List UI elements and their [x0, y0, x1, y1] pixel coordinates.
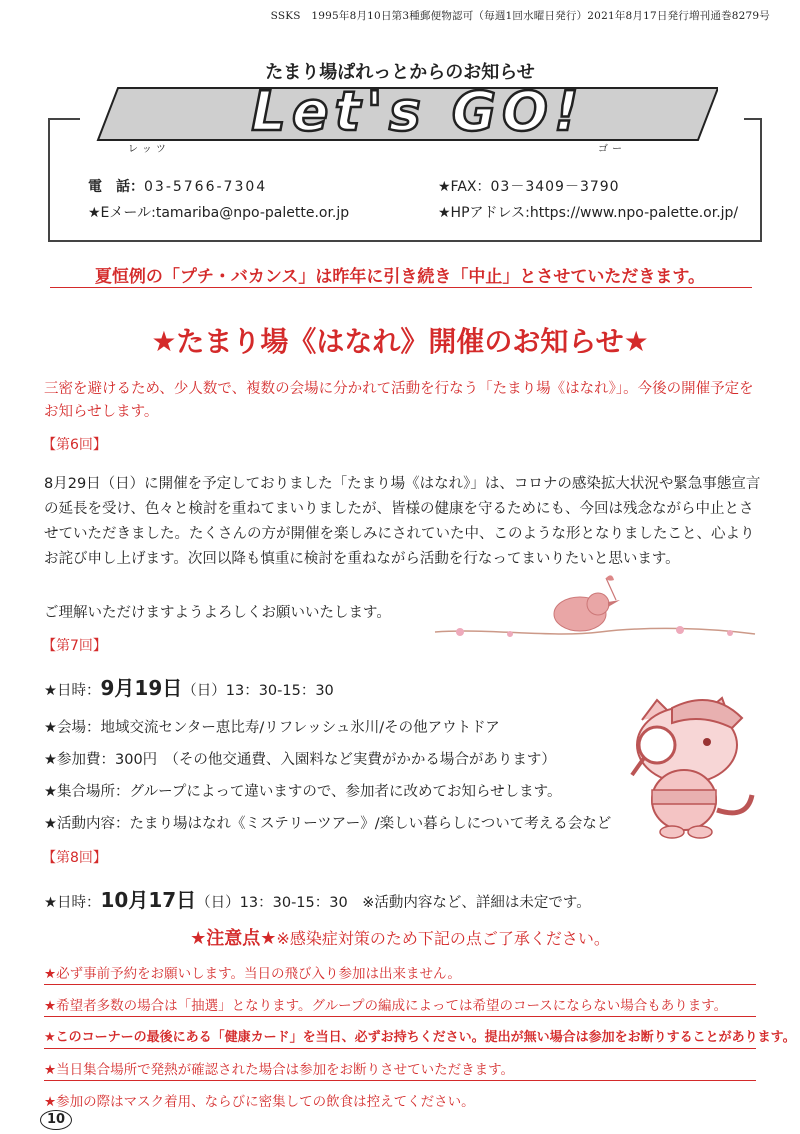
contact-box: [48, 118, 762, 242]
session8-date-rest: （日）13：30-15：30 ※活動内容など、詳細は未定です。: [196, 895, 591, 911]
phone-number: 03-5766-7304: [144, 179, 268, 195]
hp-row: [438, 202, 738, 222]
fax-number: 03－3409－3790: [490, 179, 620, 195]
phone-label: 電 話：: [88, 179, 144, 195]
session6-label: 【第6回】: [42, 437, 107, 453]
session7-meeting: ★集合場所：グループによって違いますので、参加者に改めてお知らせします。: [44, 784, 562, 800]
hp-label: ★HPアドレス:: [438, 205, 530, 221]
intro-text: 三密を避けるため、少人数で、複数の会場に分かれて活動を行なう「たまり場《はなれ》」。今後の開催予定をお知らせします。: [44, 381, 754, 420]
caution-item: ★希望者多数の場合は「抽選」となります。グループの編成によっては希望のコースにならない場合もあります。: [44, 998, 728, 1014]
caution-title-star: ★注意点★: [190, 928, 277, 949]
session6-closing: ご理解いただけますようよろしくお願いいたします。: [44, 605, 391, 621]
cancellation-notice: 夏恒例の「プチ・バカンス」は昨年に引き続き「中止」とさせていただきます。: [94, 267, 706, 287]
caution-item: ★このコーナーの最後にある「健康カード」を当日、必ずお持ちください。提出が無い場合は参加をお断りすることがあります。: [44, 1030, 796, 1045]
logo-reading-left: レッツ: [128, 144, 170, 155]
phone-row: [88, 176, 267, 196]
page-number: 10: [40, 1110, 72, 1130]
caution-divider: [44, 1080, 756, 1081]
logo-text: Let's GO!: [251, 80, 585, 143]
newsletter-subtitle: たまり場ぱれっとからのお知らせ: [265, 62, 535, 83]
hp-url[interactable]: https://www.npo-palette.or.jp/: [529, 205, 739, 221]
event-title: ★たまり場《はなれ》開催のお知らせ★: [151, 325, 649, 358]
caution-title-rest: ※感染症対策のため下記の点ご了承ください。: [276, 929, 610, 948]
caution-item: ★必ず事前予約をお願いします。当日の飛び入り参加は出来ません。: [44, 966, 461, 982]
caution-item: ★参加の際はマスク着用、ならびに密集しての飲食は控えてください。: [44, 1094, 475, 1110]
notice-underline: [50, 287, 752, 288]
session7-activity: ★活動内容：たまり場はなれ《ミステリーツアー》/楽しい暮らしについて考える会など: [44, 816, 612, 832]
email-address[interactable]: tamariba@npo-palette.or.jp: [155, 205, 350, 221]
session7-fee: ★参加費：300円 （その他交通費、入園料など実費がかかる場合があります）: [44, 752, 556, 768]
caution-title: [0, 924, 800, 950]
session8-date-main: 10月17日: [100, 888, 197, 912]
session8-date-label: ★日時：: [44, 895, 101, 911]
session8-label: 【第8回】: [42, 850, 107, 866]
bird-illustration: [430, 570, 760, 650]
session7-date: [44, 672, 334, 701]
session8-date: [44, 884, 591, 913]
session7-date-main: 9月19日: [100, 676, 183, 700]
logo-reading-right: ゴー: [598, 144, 626, 155]
session6-body: 8月29日（日）に開催を予定しておりました「たまり場《はなれ》」は、コロナの感染拡大状況や緊急事態宣言の延長を受け、色々と検討を重ねてまいりましたが、皆様の健康を守るためにも、今回は残念ながら中止とさせていただきました。たくさんの方が開催を楽しみにされていた中、このような形となりましたこと、心よりお詫び申し上げます。次回以降も慎重に検討を重ねながら活動を行なってまいりたいと思います。: [44, 476, 761, 567]
detective-cat-illustration: [612, 690, 762, 840]
session7-date-label: ★日時：: [44, 683, 101, 699]
email-row: [88, 202, 349, 222]
caution-item: ★当日集合場所で発熱が確認された場合は参加をお断りさせていただきます。: [44, 1062, 515, 1078]
fax-label: ★FAX：: [438, 179, 491, 195]
publication-line: SSKS 1995年8月10日第3種郵便物認可（毎週1回水曜日発行）2021年8月17日発行増刊通巻8279号: [270, 10, 770, 22]
email-label: ★Eメール:: [88, 205, 156, 221]
caution-divider: [44, 984, 756, 985]
caution-divider: [44, 1016, 756, 1017]
session7-label: 【第7回】: [42, 638, 107, 654]
session7-venue: ★会場：地域交流センター恵比寿/リフレッシュ氷川/その他アウトドア: [44, 720, 500, 736]
fax-row: [438, 176, 620, 196]
session7-date-rest: （日）13：30-15：30: [182, 683, 334, 699]
caution-divider: [44, 1048, 756, 1049]
